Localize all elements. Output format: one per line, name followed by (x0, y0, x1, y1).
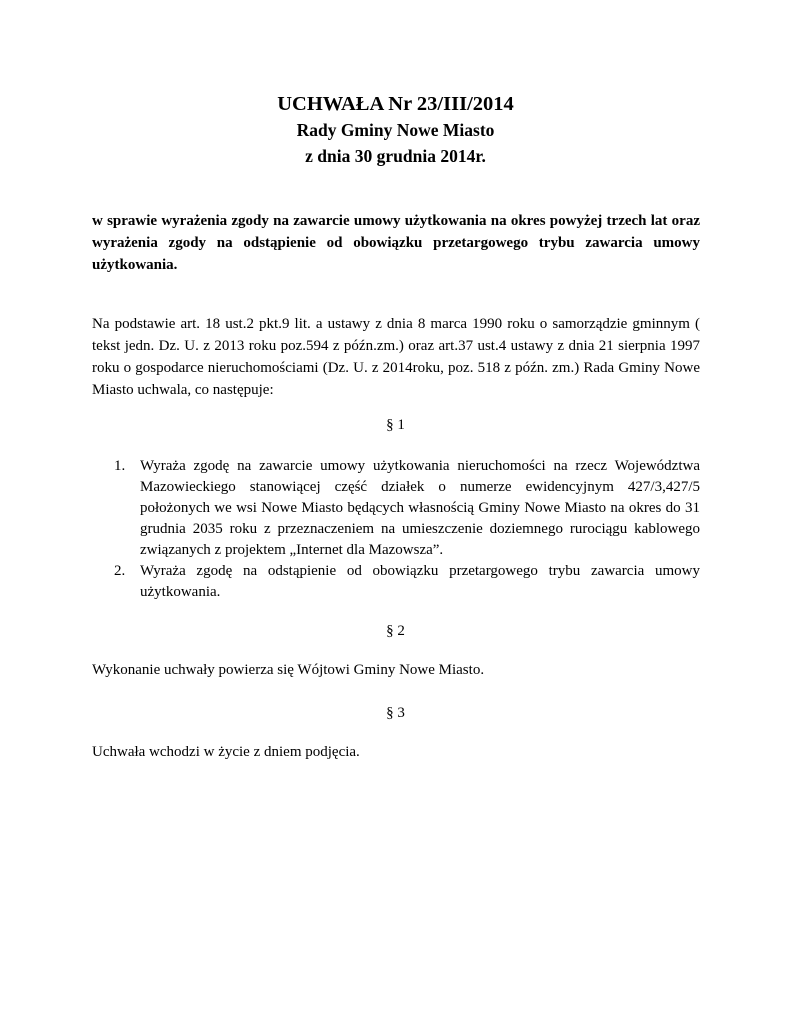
section-2-mark: § 2 (386, 623, 405, 639)
list-item (92, 456, 700, 561)
legal-basis-paragraph: Na podstawie art. 18 ust.2 pkt.9 lit. a ustawy z dnia 8 marca 1990 roku o samorządzie gminnym ( tekst jedn. Dz. U. z 2013 roku poz.594 z późn.zm.) oraz art.37 ust.4 ustawy z dnia 21 sierpnia 1997 roku o gospodarce nieruchomościami (Dz. U. z 2014roku, poz. 518 z późn. zm.) Rada Gminy Nowe Miasto uchwala, co następuje: (92, 316, 700, 398)
resolution-title: UCHWAŁA Nr 23/III/2014 (277, 93, 514, 115)
section-1-mark: § 1 (386, 417, 405, 433)
resolution-subject: w sprawie wyrażenia zgody na zawarcie umowy użytkowania na okres powyżej trzech lat oraz wyrażenia zgody na odstąpienie od obowiązku przetargowego trybu zawarcia umowy użytkowania. (92, 213, 700, 273)
section-3-mark: § 3 (386, 705, 405, 721)
list-item-text: Wyraża zgodę na zawarcie umowy użytkowania nieruchomości na rzecz Województwa Mazowieckiego stanowiącej część działek o numerze ewidencyjnym 427/3,427/5 położonych we wsi Nowe Miasto będących własnością Gminy Nowe Miasto na okres do 31 grudnia 2035 roku z przeznaczeniem na umieszczenie doziemnego rurociągu kablowego związanych z projektem „Internet dla Mazowsza”. (140, 458, 700, 558)
section-1-list (92, 456, 700, 603)
section-3-text: Uchwała wchodzi w życie z dniem podjęcia. (92, 744, 360, 760)
section-2-text: Wykonanie uchwały powierza się Wójtowi Gminy Nowe Miasto. (92, 662, 485, 678)
list-item (92, 561, 700, 603)
list-item-number: 2. (114, 563, 126, 579)
resolution-date: z dnia 30 grudnia 2014r. (305, 146, 486, 166)
resolution-issuer: Rady Gminy Nowe Miasto (296, 120, 495, 140)
list-item-number: 1. (114, 458, 126, 474)
list-item-text: Wyraża zgodę na odstąpienie od obowiązku przetargowego trybu zawarcia umowy użytkowania. (140, 563, 700, 600)
